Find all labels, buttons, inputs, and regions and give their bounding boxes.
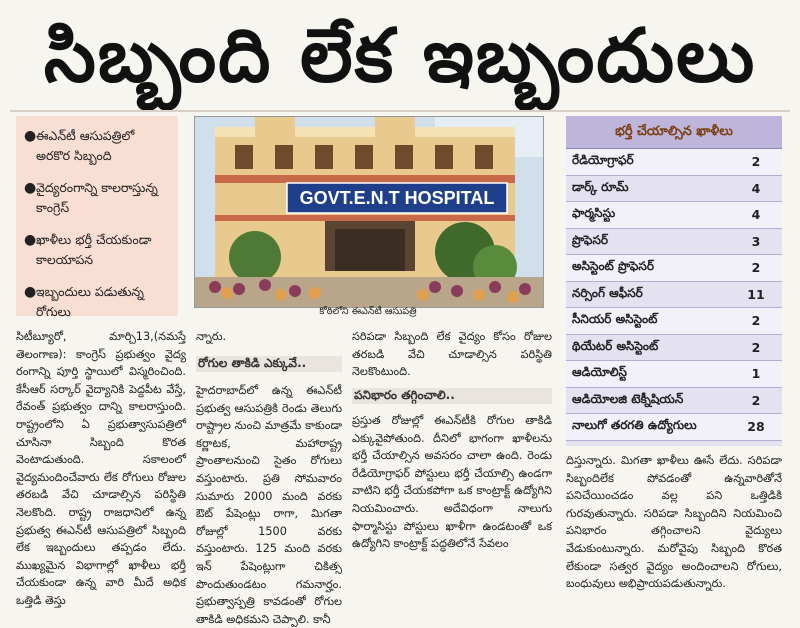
- article-column-2-top: న్నారు.: [196, 330, 227, 343]
- vacancy-row: [566, 149, 782, 176]
- vacancy-row: [566, 388, 782, 415]
- vacancy-post-name: ఆడియోలజి టెక్నీషియన్: [572, 391, 684, 406]
- vacancy-post-name: సీనియర్ అసిస్టెంట్: [572, 312, 658, 327]
- vacancy-count: 2: [751, 260, 761, 276]
- hospital-photo: [194, 116, 544, 308]
- vacancy-count: 1: [751, 366, 761, 382]
- bullet-icon: ●: [24, 232, 37, 248]
- vacancy-row: [566, 308, 782, 335]
- vacancy-count: 4: [751, 180, 761, 196]
- bullet-icon: ●: [24, 128, 37, 144]
- vacancy-row: [566, 229, 782, 256]
- vacancy-post-name: థియేటర్ అసిస్టెంట్: [572, 338, 659, 353]
- bullet-icon: ●: [24, 180, 37, 196]
- vacancy-row: [566, 361, 782, 388]
- vacancy-count: 2: [751, 154, 761, 170]
- sign-text: GOVT.E.N.T HOSPITAL: [299, 188, 495, 208]
- vacancy-count: 2: [751, 339, 761, 355]
- headline: సిబ్బంది లేక ఇబ్బందులు: [43, 13, 757, 99]
- vacancy-table: [566, 116, 782, 446]
- vacancy-row: [566, 414, 782, 441]
- vacancy-row: [566, 255, 782, 282]
- subheading-1: రోగుల తాకిడి ఎక్కువే..: [198, 356, 307, 370]
- highlight-item: ● ఈఎన్‌టీ ఆసుపత్రిలో అరకొర సిబ్బంది: [24, 126, 172, 166]
- vacancy-post-name: నర్సింగ్ ఆఫీసర్: [572, 285, 643, 300]
- vacancy-count: 4: [751, 207, 761, 223]
- vacancy-post-name: ఆడియోలిస్ట్: [572, 365, 627, 380]
- vacancy-count: 2: [751, 392, 761, 408]
- vacancy-row: [566, 282, 782, 309]
- headline-rule: [10, 110, 790, 112]
- article-column-3-top: సరిపడా సిబ్బంది లేక వైద్యం కోసం రోజుల తరబడి వేచి చూడాల్సిన పరిస్థితి నెలకొంటుంది.: [352, 330, 552, 379]
- highlights-box: [16, 116, 178, 319]
- vacancy-post-name: రేడియోగ్రాఫర్: [572, 153, 634, 168]
- bullet-icon: ●: [24, 284, 37, 300]
- highlight-item: ● వైద్యరంగాన్ని కాలరాస్తున్న కాంగ్రెస్: [24, 178, 172, 218]
- vacancy-count: 11: [747, 286, 765, 302]
- highlight-item: ● ఖాళీలు భర్తీ చేయకుండా కాలయాపన: [24, 230, 172, 270]
- vacancy-count: 3: [751, 233, 761, 249]
- vacancy-count: 28: [747, 419, 765, 435]
- article-column-1: సిటీబ్యూరో, మార్చి13,(నమస్తే తెలంగాణ): కాంగ్రెస్ ప్రభుత్వం వైద్య రంగాన్ని పూర్తి స్థాయిలో విస్మరించింది. కేసీఆర్ సర్కార్ వైద్యానికి పెద్దపీట వేస్తే, రేవంత్ ప్రభుత్వం దాన్ని కాలరాస్తుంది. రాష్ట్రంలోని ఏ ప్రభుత్వాసుపత్రిలో చూసినా సిబ్బంది కొరత వెంటాడుతుంది. సకాలంలో వైద్యమందించేవారు లేక రోగులు రోజుల తరబడి వేచి చూడాల్సిన పరిస్థితి నెలకొంది. రాష్ట్ర రాజధానిలో ఉన్న ప్రభుత్వ ఈఎన్‌టీ ఆసుపత్రిలో సిబ్బంది లేక ఇబ్బందులు తప్పడం లేదు. ముఖ్యమైన విభాగాల్లో ఖాళీలు భర్తీ చేయకుండా ఉన్న వారి మీదే అధిక ఒత్తిడి తెస్తు: [16, 330, 186, 607]
- subheading-2: పనిభారం తగ్గించాలి..: [354, 388, 455, 402]
- highlight-item: ● ఇబ్బందులు పడుతున్న రోగులు: [24, 282, 172, 322]
- article-column-3: ప్రస్తుత రోజుల్లో ఈఎన్‌టీకి రోగుల తాకిడి ఎక్కువైపోతుంది. దీనిలో భాగంగా ఖాళీలను భర్తీ చేయాల్సిన అవసరం చాలా ఉంది. రెండు రేడియోగ్రాఫర్ పోస్టులు భర్తీ చేయాల్సి ఉండగా వాటిని భర్తీ చేయకపోగా ఒక కాంట్రాక్ట్ ఉద్యోగిని నియమించారు. అదేవిధంగా నాలుగు ఫార్మాసిస్టు పోస్టులు ఖాళీగా ఉండటంతో ఒక ఉద్యోగిని కాంట్రాక్ట్ పద్ధతిలోనే సేవలం: [352, 414, 552, 551]
- vacancy-post-name: ఫార్మసిస్టు: [572, 206, 616, 221]
- vacancy-post-name: నాలుగో తరగతి ఉద్యోగులు: [572, 418, 697, 433]
- vacancy-count: 2: [751, 313, 761, 329]
- article-column-4: దిస్తున్నారు. మిగతా ఖాళీలు ఊసే లేదు. సరిపడా సిబ్బందిలేక పోవడంతో ఉన్నవారితోనే పనిచేయించడం వల్ల పని ఒత్తిడికి గురవుతున్నారు. సరిపడా సిబ్బందిని నియమించి పనిభారం తగ్గించాలని వైద్యులు వేడుకుంటున్నారు. మరోవైపు సిబ్బంది కొరత లేకుండా సత్వర వైద్యం అందించాలని రోగులు, బంధువులు అభిప్రాయపడుతున్నారు.: [566, 454, 782, 591]
- photo-caption: కోఠిలోని ఈఎన్‌టీ ఆసుపత్రి: [319, 306, 417, 317]
- vacancy-post-name: అసిస్టెంట్ ప్రొఫెసర్: [572, 259, 654, 274]
- vacancy-row: [566, 176, 782, 203]
- vacancy-post-name: డార్క్ రూమ్: [572, 179, 629, 194]
- hospital-building-illustration: [195, 117, 543, 307]
- vacancy-rows: [566, 149, 782, 441]
- vacancy-post-name: ప్రొఫెసర్: [572, 232, 609, 247]
- article-column-2: హైదరాబాద్‌లో ఉన్న ఈఎన్‌టీ ప్రభుత్వ ఆసుపత్రికి రెండు తెలుగు రాష్ట్రాల నుంచి మాత్రమే కాకుండా కర్ణాటక, మహారాష్ట్ర ప్రాంతాలనుంచి సైతం రోగులు వస్తుంటారు. ప్రతి సోమవారం సుమారు 2000 మంది వరకు ఔట్ పేషెంట్లు రాగా, మిగతా రోజుల్లో 1500 వరకు వస్తుంటారు. 125 మంది వరకు ఇన్ పేషెంట్లుగా చికిత్స పొందుతుండటం గమనార్హం. ప్రభుత్వాస్పత్రి కావడంతో రోగుల తాకిడి అధికమని చెప్పాలి. కానీ: [196, 384, 342, 626]
- vacancy-table-title: భర్తీ చేయాల్సిన ఖాళీలు: [566, 116, 782, 149]
- vacancy-row: [566, 202, 782, 229]
- vacancy-row: [566, 335, 782, 362]
